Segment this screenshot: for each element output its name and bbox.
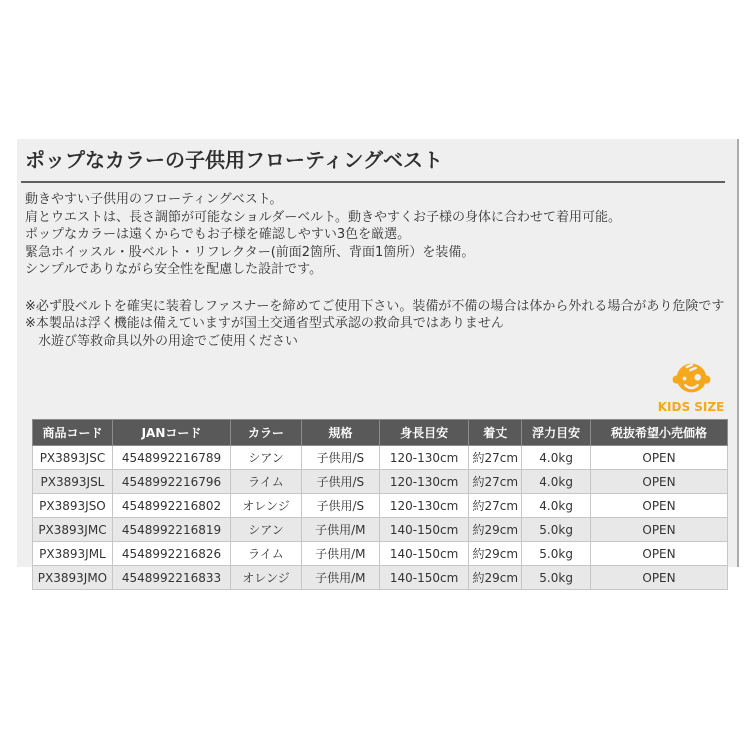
column-header: 身長目安 [379, 420, 469, 446]
table-row [33, 542, 728, 566]
table-cell: OPEN [591, 494, 728, 518]
text-line: ※本製品は浮く機能は備えていますが国土交通省型式承認の救命具ではありません [25, 316, 504, 331]
table-cell: 4548992216796 [112, 470, 230, 494]
table-cell: 5.0kg [522, 542, 591, 566]
table-cell: OPEN [591, 446, 728, 470]
text-line: 水遊び等救命具以外の用途でご使用ください [38, 333, 299, 349]
column-header: カラー [231, 420, 302, 446]
table-row [33, 446, 728, 470]
table-cell: 4548992216789 [112, 446, 230, 470]
column-header: 浮力目安 [522, 420, 591, 446]
table-cell: 120-130cm [379, 494, 469, 518]
table-cell: 120-130cm [379, 470, 469, 494]
table-cell: PX3893JML [33, 542, 113, 566]
table-cell: 4.0kg [522, 470, 591, 494]
text-line: 動きやすい子供用のフローティングベスト。 [25, 192, 283, 207]
table-cell: 140-150cm [379, 566, 469, 590]
table-cell: 4.0kg [522, 494, 591, 518]
column-header: 規格 [301, 420, 379, 446]
table-cell: 約29cm [469, 518, 522, 542]
table-cell: 約27cm [469, 470, 522, 494]
table-row [33, 494, 728, 518]
table-cell: シアン [231, 446, 302, 470]
table-cell: 約29cm [469, 542, 522, 566]
column-header: JANコード [112, 420, 230, 446]
table-cell: PX3893JSC [33, 446, 113, 470]
table-cell: 子供用/S [301, 470, 379, 494]
table-cell: オレンジ [231, 494, 302, 518]
table-cell: PX3893JSL [33, 470, 113, 494]
table-cell: 子供用/S [301, 494, 379, 518]
table-header-row [33, 420, 728, 446]
table-cell: ライム [231, 542, 302, 566]
table-cell: 4548992216819 [112, 518, 230, 542]
table-cell: OPEN [591, 542, 728, 566]
table-row [33, 566, 728, 590]
caution-notes [25, 298, 729, 351]
table-cell: 約27cm [469, 446, 522, 470]
text-line: ポップなカラーは遠くからでもお子様を確認しやすい3色を厳選。 [25, 227, 411, 242]
table-cell: 子供用/M [301, 542, 379, 566]
product-description [25, 191, 729, 279]
spec-table [32, 419, 728, 590]
page-title: ポップなカラーの子供用フローティングベスト [25, 148, 443, 172]
column-header: 税抜希望小売価格 [591, 420, 728, 446]
product-description-panel [17, 139, 739, 585]
text-line: 肩とウエストは、長さ調節が可能なショルダーベルト。動きやすくお子様の身体に合わせて着用可能。 [25, 209, 622, 225]
column-header: 着丈 [469, 420, 522, 446]
title-underline [21, 181, 725, 183]
table-cell: OPEN [591, 566, 728, 590]
table-cell: 子供用/S [301, 446, 379, 470]
table-cell: 子供用/M [301, 566, 379, 590]
table-cell: 140-150cm [379, 542, 469, 566]
table-cell: OPEN [591, 470, 728, 494]
column-header: 商品コード [33, 420, 113, 446]
table-row [33, 518, 728, 542]
table-cell: PX3893JMC [33, 518, 113, 542]
table-cell: 約29cm [469, 566, 522, 590]
table-row [33, 470, 728, 494]
kids-size-label: KIDS SIZE [657, 400, 725, 414]
text-line: 緊急ホイッスル・股ベルト・リフレクター(前面2箇所、背面1箇所）を装備。 [25, 244, 475, 260]
table-cell: 120-130cm [379, 446, 469, 470]
table-cell: PX3893JMO [33, 566, 113, 590]
table-cell: 4.0kg [522, 446, 591, 470]
table-cell: オレンジ [231, 566, 302, 590]
text-line: ※必ず股ベルトを確実に装着しファスナーを締めてご使用下さい。装備が不備の場合は体から外れる場合があり危険です [25, 298, 725, 314]
table-cell: 5.0kg [522, 566, 591, 590]
table-cell: ライム [231, 470, 302, 494]
baby-face-icon [671, 380, 712, 399]
table-cell: 4548992216833 [112, 566, 230, 590]
table-cell: 約27cm [469, 494, 522, 518]
table-cell: 5.0kg [522, 518, 591, 542]
table-cell: 4548992216802 [112, 494, 230, 518]
table-cell: 4548992216826 [112, 542, 230, 566]
table-cell: シアン [231, 518, 302, 542]
text-line: シンプルでありながら安全性を配慮した設計です。 [25, 262, 323, 277]
kids-size-badge [655, 360, 727, 414]
table-cell: 140-150cm [379, 518, 469, 542]
table-cell: PX3893JSO [33, 494, 113, 518]
table-body [33, 446, 728, 590]
table-cell: OPEN [591, 518, 728, 542]
table-cell: 子供用/M [301, 518, 379, 542]
spec-table-wrap [32, 419, 728, 590]
